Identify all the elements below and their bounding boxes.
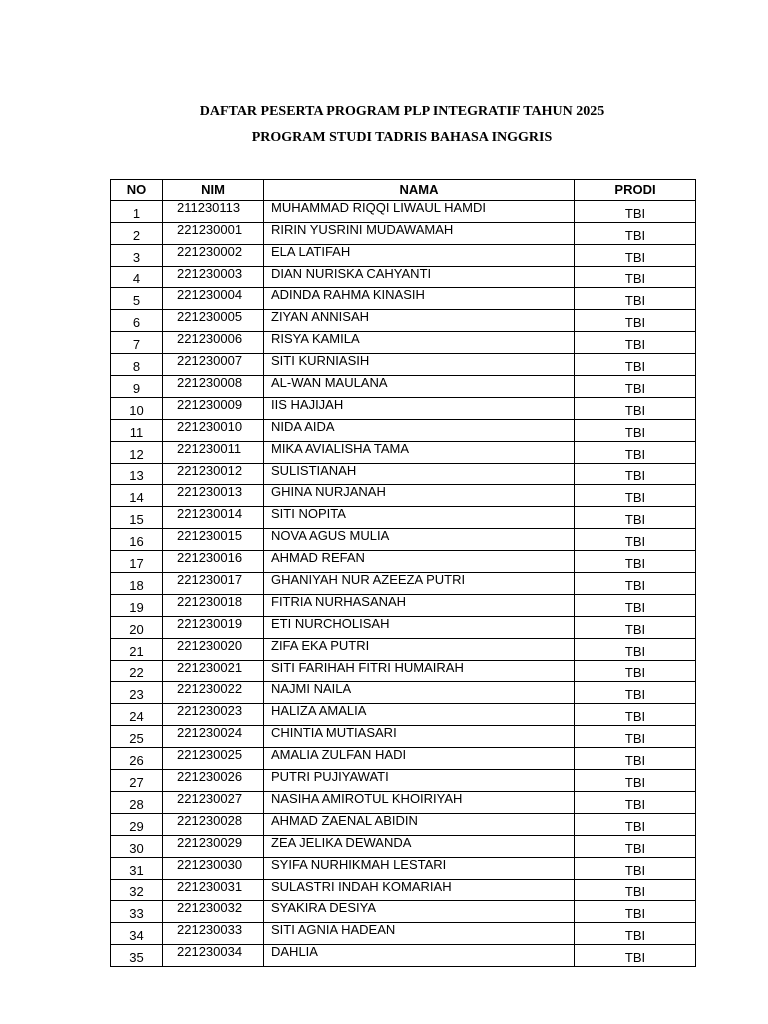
cell-no: 4	[111, 266, 163, 288]
cell-nama: DIAN NURISKA CAHYANTI	[264, 266, 575, 288]
cell-nim: 221230006	[163, 332, 264, 354]
cell-nim: 221230016	[163, 551, 264, 573]
table-row	[111, 616, 696, 638]
cell-nim: 211230113	[163, 200, 264, 222]
cell-nama: SITI AGNIA HADEAN	[264, 923, 575, 945]
cell-prodi: TBI	[575, 638, 696, 660]
cell-no: 5	[111, 288, 163, 310]
cell-nama: SITI KURNIASIH	[264, 354, 575, 376]
cell-no: 10	[111, 397, 163, 419]
cell-nama: SULASTRI INDAH KOMARIAH	[264, 879, 575, 901]
cell-nim: 221230022	[163, 682, 264, 704]
cell-no: 26	[111, 748, 163, 770]
cell-no: 28	[111, 791, 163, 813]
cell-nama: IIS HAJIJAH	[264, 397, 575, 419]
table-row	[111, 813, 696, 835]
cell-nim: 221230030	[163, 857, 264, 879]
table-row	[111, 660, 696, 682]
cell-prodi: TBI	[575, 879, 696, 901]
cell-no: 20	[111, 616, 163, 638]
table-row	[111, 638, 696, 660]
cell-nim: 221230029	[163, 835, 264, 857]
cell-nama: ETI NURCHOLISAH	[264, 616, 575, 638]
cell-nama: AL-WAN MAULANA	[264, 376, 575, 398]
cell-nama: AHMAD ZAENAL ABIDIN	[264, 813, 575, 835]
cell-no: 11	[111, 419, 163, 441]
cell-prodi: TBI	[575, 244, 696, 266]
cell-prodi: TBI	[575, 529, 696, 551]
cell-nim: 221230015	[163, 529, 264, 551]
cell-nim: 221230007	[163, 354, 264, 376]
table-body	[111, 200, 696, 966]
cell-prodi: TBI	[575, 616, 696, 638]
cell-nama: FITRIA NURHASANAH	[264, 594, 575, 616]
cell-prodi: TBI	[575, 507, 696, 529]
cell-nim: 221230008	[163, 376, 264, 398]
cell-nama: HALIZA AMALIA	[264, 704, 575, 726]
cell-nim: 221230011	[163, 441, 264, 463]
table-row	[111, 901, 696, 923]
document-title: DAFTAR PESERTA PROGRAM PLP INTEGRATIF TAHUN 2025	[199, 104, 605, 119]
cell-nama: AHMAD REFAN	[264, 551, 575, 573]
cell-no: 33	[111, 901, 163, 923]
cell-nim: 221230001	[163, 222, 264, 244]
cell-no: 1	[111, 200, 163, 222]
cell-nama: SITI NOPITA	[264, 507, 575, 529]
cell-nama: CHINTIA MUTIASARI	[264, 726, 575, 748]
cell-nama: ZIFA EKA PUTRI	[264, 638, 575, 660]
cell-nama: ELA LATIFAH	[264, 244, 575, 266]
table-header-row	[111, 180, 696, 201]
cell-no: 18	[111, 573, 163, 595]
cell-prodi: TBI	[575, 835, 696, 857]
table-row	[111, 463, 696, 485]
cell-no: 9	[111, 376, 163, 398]
cell-no: 6	[111, 310, 163, 332]
cell-nim: 221230025	[163, 748, 264, 770]
cell-nama: SULISTIANAH	[264, 463, 575, 485]
cell-nim: 221230026	[163, 770, 264, 792]
cell-prodi: TBI	[575, 770, 696, 792]
table-row	[111, 682, 696, 704]
cell-nim: 221230023	[163, 704, 264, 726]
table-row	[111, 748, 696, 770]
participant-table	[110, 179, 696, 967]
cell-prodi: TBI	[575, 813, 696, 835]
table-row	[111, 441, 696, 463]
table-row	[111, 835, 696, 857]
cell-no: 34	[111, 923, 163, 945]
cell-nama: DAHLIA	[264, 945, 575, 967]
cell-no: 16	[111, 529, 163, 551]
cell-nama: ADINDA RAHMA KINASIH	[264, 288, 575, 310]
cell-nim: 221230013	[163, 485, 264, 507]
cell-prodi: TBI	[575, 419, 696, 441]
table-row	[111, 945, 696, 967]
table-row	[111, 529, 696, 551]
cell-nama: NIDA AIDA	[264, 419, 575, 441]
table-row	[111, 244, 696, 266]
cell-nama: AMALIA ZULFAN HADI	[264, 748, 575, 770]
cell-nim: 221230010	[163, 419, 264, 441]
cell-prodi: TBI	[575, 485, 696, 507]
cell-nama: GHINA NURJANAH	[264, 485, 575, 507]
table-row	[111, 573, 696, 595]
cell-nama: RIRIN YUSRINI MUDAWAMAH	[264, 222, 575, 244]
table-row	[111, 923, 696, 945]
cell-no: 7	[111, 332, 163, 354]
cell-nama: PUTRI PUJIYAWATI	[264, 770, 575, 792]
cell-nim: 221230021	[163, 660, 264, 682]
cell-no: 27	[111, 770, 163, 792]
table-row	[111, 485, 696, 507]
cell-prodi: TBI	[575, 441, 696, 463]
cell-nim: 221230034	[163, 945, 264, 967]
cell-prodi: TBI	[575, 354, 696, 376]
cell-prodi: TBI	[575, 573, 696, 595]
cell-no: 31	[111, 857, 163, 879]
cell-nama: SITI FARIHAH FITRI HUMAIRAH	[264, 660, 575, 682]
cell-no: 35	[111, 945, 163, 967]
cell-nim: 221230004	[163, 288, 264, 310]
cell-prodi: TBI	[575, 266, 696, 288]
cell-prodi: TBI	[575, 791, 696, 813]
cell-nim: 221230018	[163, 594, 264, 616]
cell-nim: 221230027	[163, 791, 264, 813]
cell-prodi: TBI	[575, 704, 696, 726]
table-row	[111, 419, 696, 441]
cell-no: 2	[111, 222, 163, 244]
cell-no: 14	[111, 485, 163, 507]
cell-nim: 221230028	[163, 813, 264, 835]
cell-prodi: TBI	[575, 682, 696, 704]
cell-nim: 221230020	[163, 638, 264, 660]
cell-prodi: TBI	[575, 376, 696, 398]
cell-prodi: TBI	[575, 945, 696, 967]
cell-prodi: TBI	[575, 748, 696, 770]
cell-prodi: TBI	[575, 660, 696, 682]
table-row	[111, 397, 696, 419]
table-row	[111, 266, 696, 288]
document-subtitle: PROGRAM STUDI TADRIS BAHASA INGGRIS	[251, 130, 553, 145]
table-row	[111, 791, 696, 813]
table-row	[111, 288, 696, 310]
table-row	[111, 704, 696, 726]
cell-nama: NOVA AGUS MULIA	[264, 529, 575, 551]
cell-prodi: TBI	[575, 726, 696, 748]
cell-no: 15	[111, 507, 163, 529]
table-row	[111, 726, 696, 748]
cell-nim: 221230033	[163, 923, 264, 945]
cell-prodi: TBI	[575, 310, 696, 332]
cell-prodi: TBI	[575, 551, 696, 573]
cell-no: 23	[111, 682, 163, 704]
cell-prodi: TBI	[575, 397, 696, 419]
cell-nama: GHANIYAH NUR AZEEZA PUTRI	[264, 573, 575, 595]
cell-prodi: TBI	[575, 200, 696, 222]
cell-no: 21	[111, 638, 163, 660]
cell-nim: 221230024	[163, 726, 264, 748]
cell-no: 32	[111, 879, 163, 901]
cell-nama: NAJMI NAILA	[264, 682, 575, 704]
table-row	[111, 200, 696, 222]
cell-no: 8	[111, 354, 163, 376]
cell-nama: SYAKIRA DESIYA	[264, 901, 575, 923]
table-row	[111, 770, 696, 792]
cell-no: 25	[111, 726, 163, 748]
cell-nama: ZIYAN ANNISAH	[264, 310, 575, 332]
cell-prodi: TBI	[575, 901, 696, 923]
cell-prodi: TBI	[575, 288, 696, 310]
cell-prodi: TBI	[575, 463, 696, 485]
cell-nama: MIKA AVIALISHA TAMA	[264, 441, 575, 463]
header-nim: NIM	[163, 180, 264, 201]
table-row	[111, 879, 696, 901]
table-row	[111, 376, 696, 398]
cell-no: 22	[111, 660, 163, 682]
cell-nama: SYIFA NURHIKMAH LESTARI	[264, 857, 575, 879]
cell-no: 17	[111, 551, 163, 573]
cell-nama: MUHAMMAD RIQQI LIWAUL HAMDI	[264, 200, 575, 222]
table-row	[111, 507, 696, 529]
cell-nim: 221230003	[163, 266, 264, 288]
cell-nim: 221230032	[163, 901, 264, 923]
table-row	[111, 551, 696, 573]
cell-no: 3	[111, 244, 163, 266]
cell-prodi: TBI	[575, 222, 696, 244]
cell-nama: ZEA JELIKA DEWANDA	[264, 835, 575, 857]
table-row	[111, 310, 696, 332]
table-row	[111, 332, 696, 354]
cell-prodi: TBI	[575, 594, 696, 616]
cell-no: 24	[111, 704, 163, 726]
cell-no: 19	[111, 594, 163, 616]
cell-nim: 221230031	[163, 879, 264, 901]
header-nama: NAMA	[264, 180, 575, 201]
cell-no: 12	[111, 441, 163, 463]
cell-nim: 221230014	[163, 507, 264, 529]
cell-prodi: TBI	[575, 923, 696, 945]
cell-nim: 221230005	[163, 310, 264, 332]
cell-nim: 221230017	[163, 573, 264, 595]
header-prodi: PRODI	[575, 180, 696, 201]
cell-nim: 221230002	[163, 244, 264, 266]
cell-prodi: TBI	[575, 857, 696, 879]
table-row	[111, 594, 696, 616]
table-row	[111, 857, 696, 879]
cell-nim: 221230012	[163, 463, 264, 485]
cell-no: 30	[111, 835, 163, 857]
cell-nama: RISYA KAMILA	[264, 332, 575, 354]
table-row	[111, 222, 696, 244]
cell-prodi: TBI	[575, 332, 696, 354]
table-row	[111, 354, 696, 376]
header-no: NO	[111, 180, 163, 201]
cell-nim: 221230009	[163, 397, 264, 419]
cell-no: 29	[111, 813, 163, 835]
cell-no: 13	[111, 463, 163, 485]
cell-nama: NASIHA AMIROTUL KHOIRIYAH	[264, 791, 575, 813]
cell-nim: 221230019	[163, 616, 264, 638]
